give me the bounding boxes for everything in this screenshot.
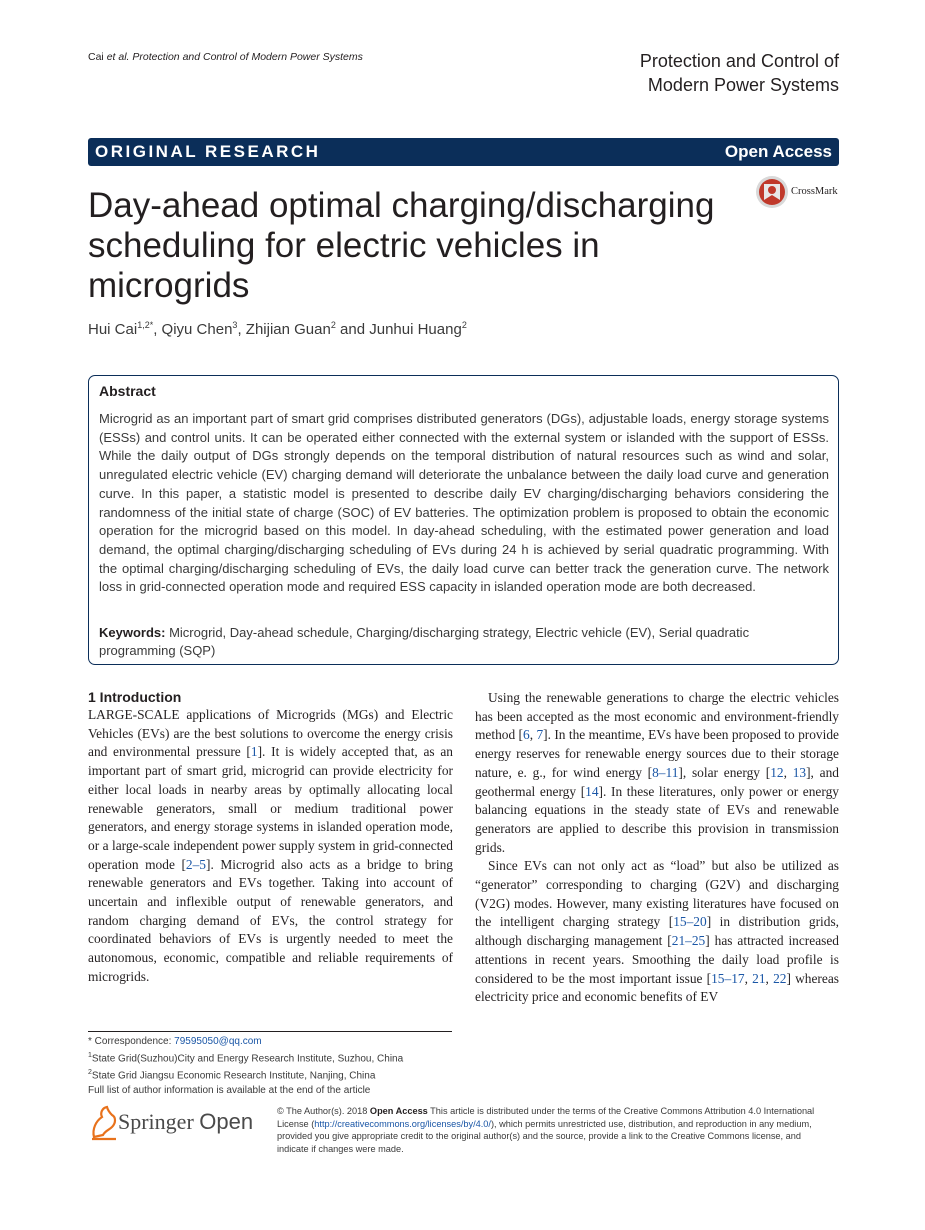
citation-link[interactable]: 8–11 [652, 764, 679, 780]
author: Qiyu Chen [161, 321, 233, 338]
body-column-left [88, 706, 453, 987]
section-heading: 1 Introduction [88, 689, 182, 705]
author: Zhijian Guan [245, 321, 331, 338]
citation-link[interactable]: 21–25 [671, 933, 706, 949]
citation-link[interactable]: 14 [585, 783, 599, 799]
license-statement: © The Author(s). 2018 Open Access This article is distributed under the terms of the Creative Commons Attribution 4.0 International License (http://creativecommons.org/licenses/by/4.0/), which permits unrestricted use, distribution, and reproduction in any medium, provided you give appropriate credit to the original author(s) and the source, provide a link to the Creative Commons license, and indicate if changes were made. [277, 1106, 815, 1154]
author: Junhui Huang [369, 321, 462, 338]
article-type-label: ORIGINAL RESEARCH [95, 142, 321, 161]
paragraph: Since EVs can not only act as “load” but also be utilized as “generator” corresponding to charging (G2V) and discharging (V2G) modes. However, many existing literatures have focused on the intelligent charging strategy [15–20] in distribution grids, although discharging management [21–25] has attracted increased attentions in recent years. Smoothing the daily load profile is considered to be the most important issue [15–17, 21, 22] whereas electricity price and economic benefits of EV [475, 858, 840, 1005]
publisher-name: Springer Open [118, 1109, 254, 1134]
citation-link[interactable]: 2–5 [185, 856, 206, 872]
abstract-box [88, 375, 839, 665]
citation-link[interactable]: 15–17 [711, 970, 745, 986]
abstract-text: Microgrid as an important part of smart grid comprises distributed generators (DGs), adjustable loads, energy storage systems (ESSs) and control units. It can be operated either connected with the external system or islanded with the support of ESSs. While the daily output of DGs strongly depends on the temporal distribution of natural resources such as wind and solar, unregulated electric vehicle (EV) charging demand will deteriorate the unbalance between the daily load curve and generation curve. In this paper, a statistic model is presented to describe daily EV charging/discharging behaviors considering the randomness of the initial state of charge (SOC) of EV batteries. The optimization problem is proposed to obtain the economic operation for the microgrid based on this model. In day-ahead scheduling, with the estimated power generation and load demand, the optimal charging/discharging scheduling of EVs during 24 h is achieved by serial quadratic programming. With the optimal charging/discharging scheduling of EVs, the daily load curve can better track the generation curve. The network loss in grid-connected operation mode and required ESS capacity in islanded operation mode are both decreased. [99, 411, 829, 595]
citation-link[interactable]: 22 [773, 970, 787, 986]
footnote-divider [88, 1031, 452, 1032]
keywords: Keywords: Microgrid, Day-ahead schedule, Charging/discharging strategy, Electric vehicle (EV), Serial quadratic programming (SQP) [99, 625, 750, 659]
crossmark-label[interactable]: CrossMark [791, 186, 838, 197]
open-access-label: Open Access [724, 142, 832, 161]
citation-link[interactable]: 1 [250, 744, 258, 760]
article-title: Day-ahead optimal charging/discharging scheduling for electric vehicles in microgrids [88, 186, 715, 305]
article-type-banner [88, 138, 839, 166]
running-head: Cai et al. Protection and Control of Modern Power Systems [88, 51, 363, 63]
citation-link[interactable]: 13 [792, 764, 807, 780]
email-link[interactable]: 79595050@qq.com [174, 1036, 262, 1047]
abstract-heading: Abstract [99, 383, 156, 399]
license-link[interactable]: http://creativecommons.org/licenses/by/4.0/ [314, 1118, 491, 1129]
citation-link[interactable]: 12 [770, 764, 784, 780]
body-column-right [475, 689, 839, 1007]
citation-link[interactable]: 21 [752, 970, 766, 986]
citation-link[interactable]: 6 [523, 727, 530, 743]
author-list: Hui Cai$^{1,2*}$, Qiyu Chen$^3$, Zhijian Guan$^2$ and Junhui Huang$^2$ [88, 320, 467, 338]
citation-link[interactable]: 7 [536, 727, 544, 743]
journal-name: Protection and Control of Modern Power Systems [639, 51, 839, 95]
author: Hui Cai [88, 321, 138, 338]
paragraph: LARGE-SCALE applications of Microgrids (MGs) and Electric Vehicles (EVs) are the best solutions to overcome the energy crisis and environmental pressure [1]. It is widely accepted that, as an important part of smart grid, microgrid can provide electricity for either local loads in nearby areas by optimally allocating local renewable generators, small or medium traditional power generators, and energy storage systems in islanded operation mode, or a large-scale independent power supply system in grid-connected operation mode [2–5]. Microgrid also acts as a bridge to bring renewable generators and EVs together. Taking into account of uncertain and inflexible output of renewable generators, and random charging demand of EVs, the control strategy for coordinated behaviors of EVs is urgently needed to meet the autonomous, economic, compatible and reliable requirements of microgrids. [88, 707, 453, 984]
footnotes: * Correspondence: 79595050@qq.com $^1$State Grid(Suzhou)City and Energy Research Institute, Suzhou, China $^2$State Grid Jiangsu Economic Research Institute, Nanjing, China Full list of author information is available at the end of the article [88, 1036, 404, 1096]
paragraph: Using the renewable generations to charge the electric vehicles has been accepted as the most economic and environment-friendly method [6, 7]. In the meantime, EVs have been proposed to provide energy reserves for renewable energy sources due to their storage nature, e. g., for wind energy [8–11], solar energy [12, 13], and geothermal energy [14]. In these literatures, only power or energy balancing equations in the steady state of EVs and renewable generators are applied to describe this provision in transmission grids. [475, 690, 839, 855]
citation-link[interactable]: 15–20 [673, 914, 707, 930]
